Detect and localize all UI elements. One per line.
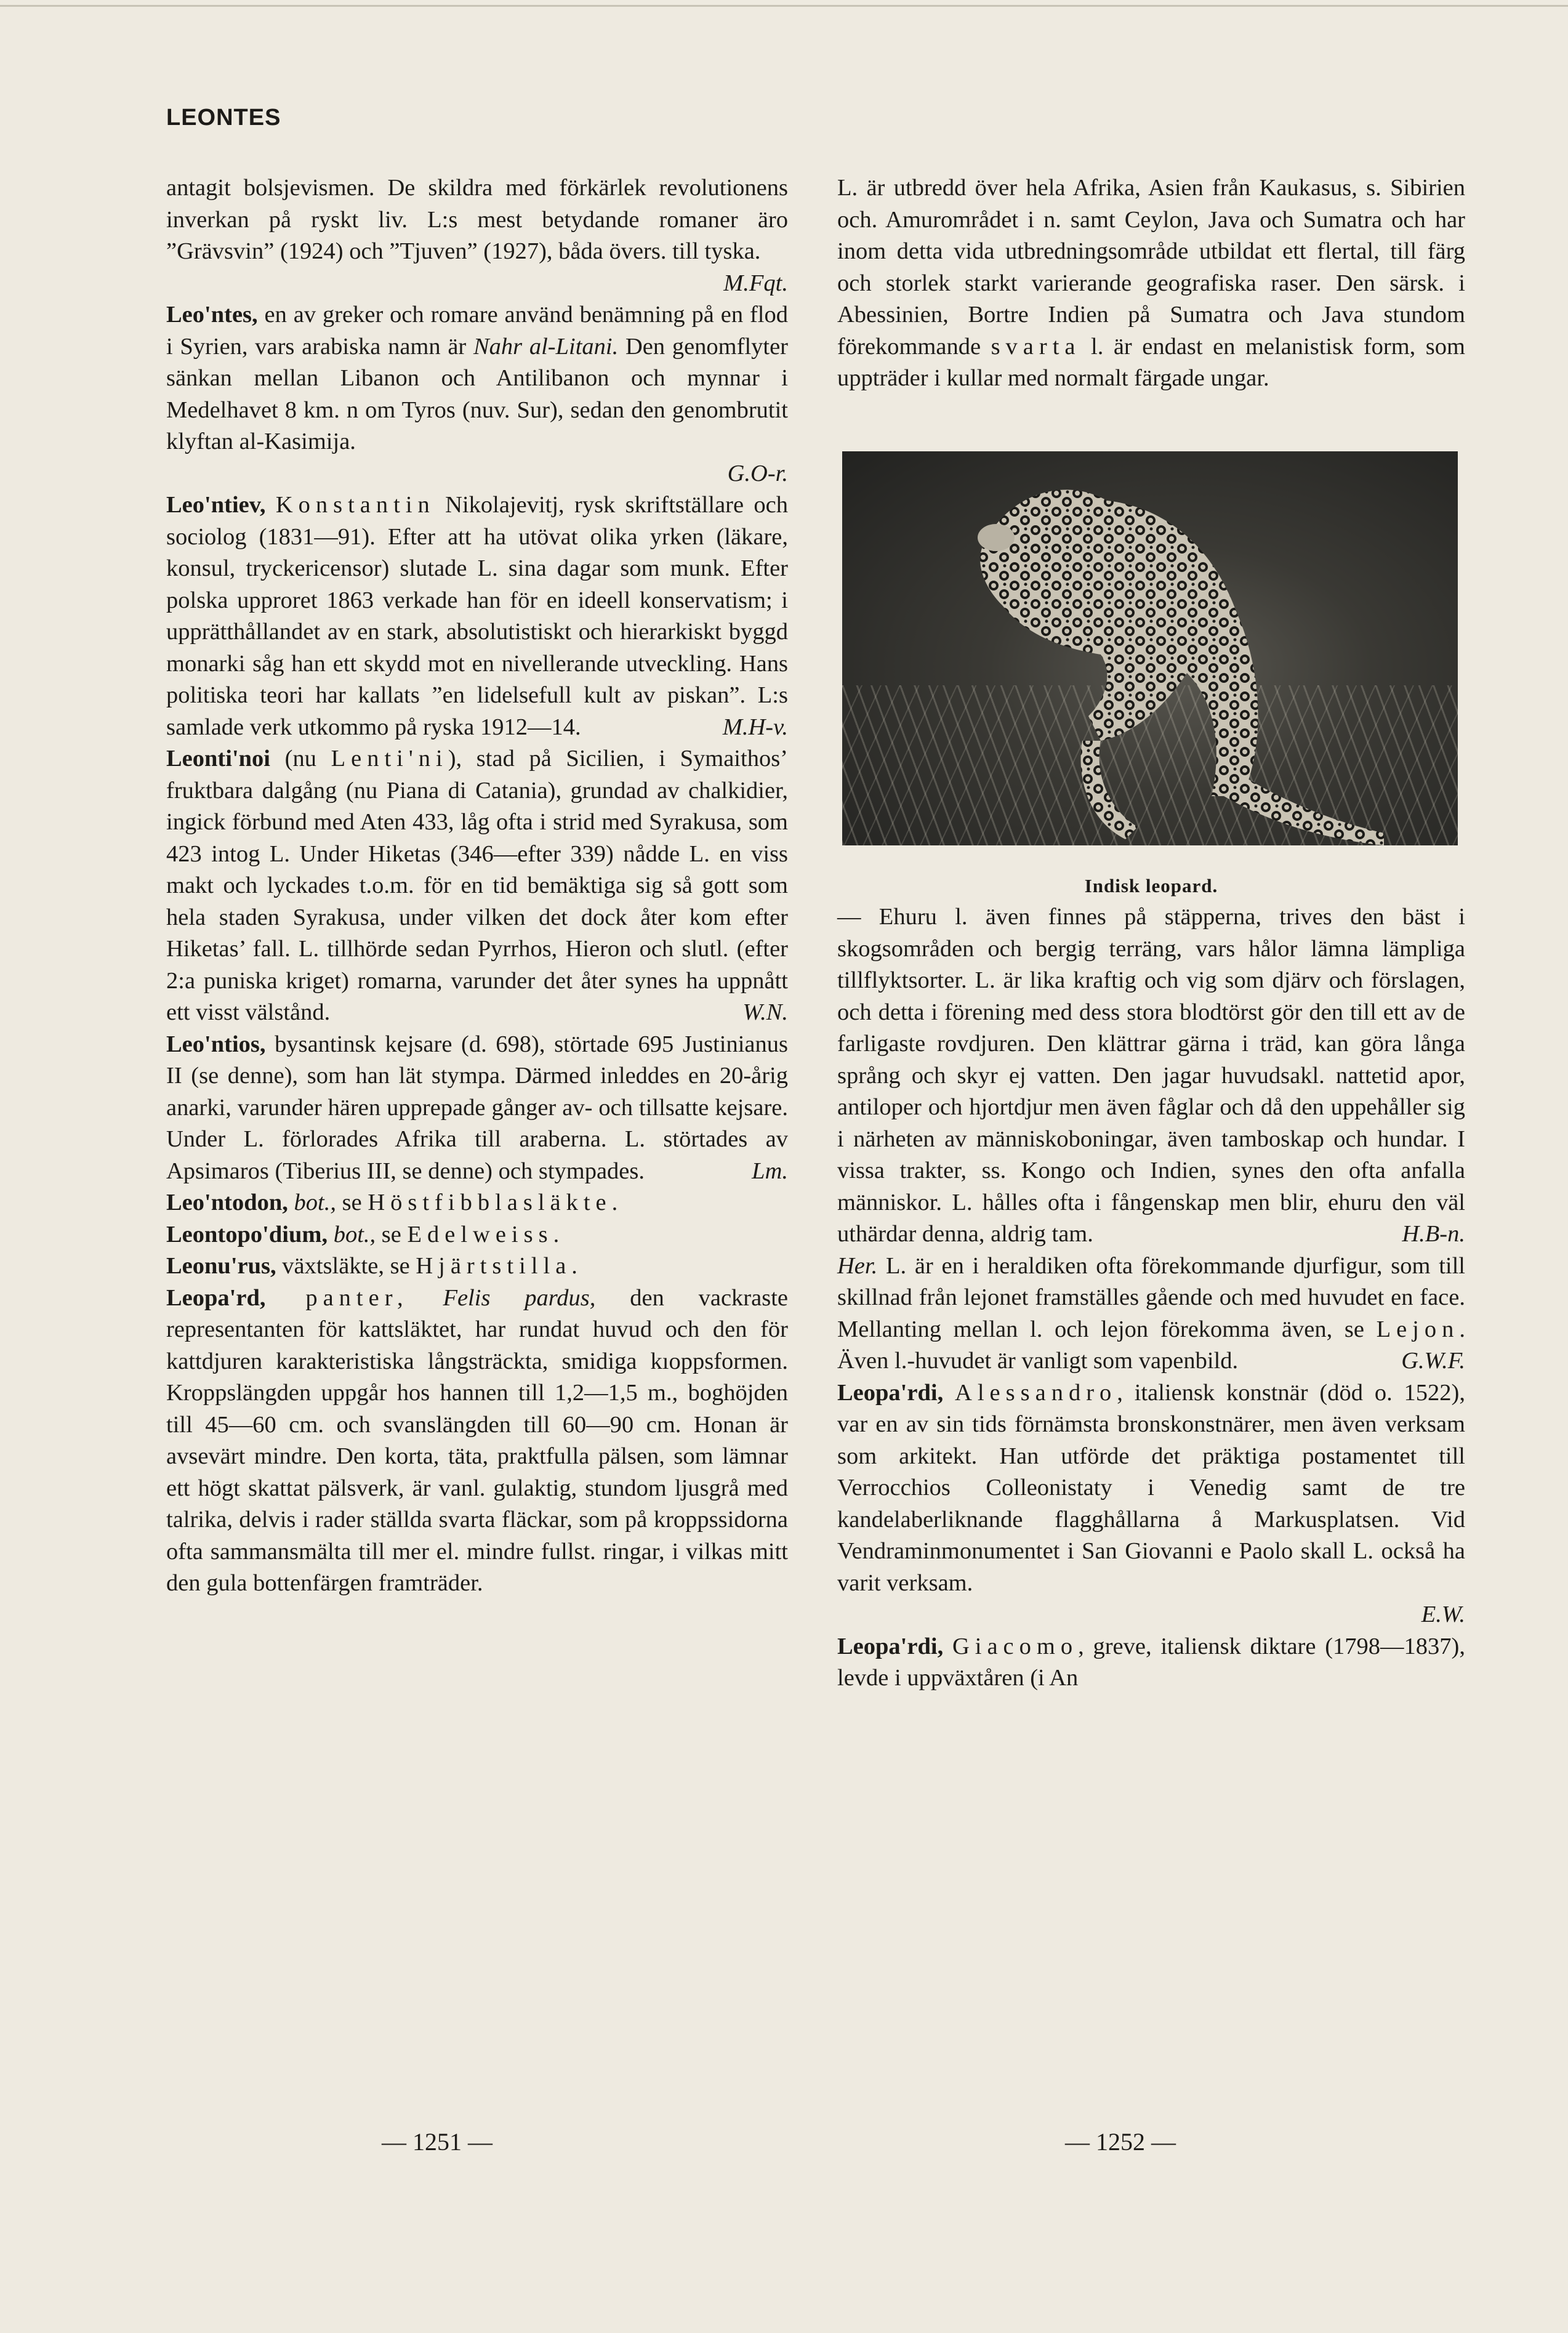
spaced-word: svarta [991, 333, 1081, 360]
spaced-name: Lenti'ni [331, 746, 448, 772]
entry-text: . [571, 1253, 577, 1279]
running-head: LEONTES [166, 105, 281, 131]
entry-leontios [166, 1029, 788, 1188]
entry-text: Den genomflyter sänkan mellan Libanon och Antilibanon och mynnar i Medelhavet 8 km. n om Tyros (nuv. Sur), sedan den genombrutit klyftan al-Kasimija. [166, 333, 788, 454]
headword: Leontopo'dium, [166, 1221, 328, 1247]
entry-continuation [837, 901, 1465, 1251]
cross-reference: Edelweiss [407, 1221, 553, 1247]
entry-text: — Ehuru l. även finnes på stäpperna, trives den bäst i skogsområden och bergig terräng, vars hålor lämna lämpliga tillflyktsorter. L. är lika kraftig och vig som djärv och förslagen, och detta i förening med dess stora blodtörst gör den till ett av de farligaste rovdjuren. Den klättrar gärna i träd, kan göra långa språng och skyr ej vatten. Den jagar huvudsakl. nattetid apor, antiloper och hjortdjur men även fåglar och då den uppehåller sig i närheten av människoboningar, även tamboskap och hundar. I vissa trakter, ss. Kongo och Indien, synes den ofta anfalla människor. L. hålles ofta i fångenskap men blir, ehuru den väl uthärdar denna, aldrig tam. [837, 904, 1465, 1247]
entry-text: ), stad på Sicilien, i Symaithos’ fruktbara dalgång (nu Piana di Catania), grundad av chalkidier, ingick förbund med Aten 433, låg ofta i strid med Syrakusa, som 423 intog L. Under Hiketas (346—efter 339) nådde L. en viss makt och lyckades t.o.m. för en tid bemäktiga sig så gott som hela staden Syrakusa, under vilken det dock åter kom efter Hiketas’ fall. L. tillhörde sedan Pyrrhos, Hieron och slutl. (efter 2:a puniska kriget) romarna, varunder det åter synes ha uppnått ett visst välstånd. [166, 746, 788, 1025]
entry-text: l. är endast en melanistisk form, som uppträder i kullar med normalt färgade ungar. [837, 333, 1465, 391]
entry-text: , greve, italiensk diktare (1798—1837), levde i uppväxtåren (i An [837, 1633, 1465, 1691]
figure-caption: Indisk leopard. [1084, 874, 1218, 897]
headword: Leo'ntiev, [166, 492, 266, 518]
headword: Leo'ntios, [166, 1031, 266, 1057]
entry-text: Nikolajevitj, rysk skriftställare och sociolog (1831—91). Efter att ha utövat olika yrken (läkare, konsul, tryckericensor) slutade L. sina dagar som munk. Efter polska upproret 1863 verkade han för en ideell konservatism; i upprätthållandet av en stark, absolutistiskt och hierarkiskt byggd monarki såg han ett skydd mot en nivellerande utveckling. Hans politiska teori har kallats ”en lidelsefull kult av piskan”. L:s samlade verk utkommo på ryska 1912—14. [166, 492, 788, 740]
entry-heraldry [837, 1251, 1465, 1377]
headword: Leonu'rus, [166, 1253, 276, 1279]
entry-leontinoi [166, 743, 788, 1029]
author-signature: W.N. [742, 999, 788, 1025]
entry-text: , italiensk konstnär (död o. 1522), var en av sin tids förnämsta bronskonstnärer, men även verksam som arkitekt. Han utförde det präktiga postamentet till Verrocchios Colleonistaty i Venedig samt de tre kandelaberliknande flagghållarna å Markusplatsen. Vid Vendraminmonumentet i San Giovanni e Paolo skall L. också ha varit verksam. [837, 1379, 1465, 1596]
entry-text: . Även l.-huvudet är vanligt som vapenbild. [837, 1316, 1465, 1374]
leopard-leg [1081, 741, 1138, 839]
spaced-name: Konstantin [275, 492, 435, 518]
section-label: Her. [837, 1252, 878, 1279]
spaced-name: Alessandro [955, 1379, 1117, 1406]
headword: Leopa'rdi, [837, 1633, 944, 1659]
entry-text: se [336, 1190, 368, 1215]
author-signature: E.W. [1421, 1602, 1465, 1627]
entry-leontiev [166, 490, 788, 743]
leopard-tail [1224, 772, 1384, 845]
entry-text: . [611, 1190, 618, 1215]
italic-text: bot., [287, 1190, 336, 1215]
author-signature: G.W.F. [1401, 1348, 1465, 1374]
entry-continuation [166, 172, 788, 299]
leopard-illustration [842, 451, 1458, 845]
entry-leopardi-giacomo [837, 1631, 1465, 1694]
headword: Leopa'rdi, [837, 1379, 944, 1406]
top-rule [0, 5, 1568, 7]
entry-leonurus [166, 1251, 788, 1283]
entry-text: L. är utbredd över hela Afrika, Asien från Kaukasus, s. Sibirien och. Amurområdet i n. samt Ceylon, Java och Sumatra och har inom detta vida utbredningsområde utbildat ett flertal, till färg och storlek starkt varierande geografiska raser. Den särsk. i Abessinien, Bortre Indien på Sumatra och Java stundom förekommande [837, 175, 1465, 360]
entry-text: L. är en i heraldiken ofta förekommande djurfigur, som till skillnad från lejonet framställes gående och med huvudet en face. Mellanting mellan l. och lejon förekomma även, se [837, 1252, 1465, 1342]
entry-text: . [553, 1221, 560, 1247]
figure [837, 451, 1465, 902]
entry-text: antagit bolsjevismen. De skildra med förkärlek revolutionens inverkan på ryskt liv. L:s mest betydande romaner äro ”Grävsvin” (1924) och ”Tjuven” (1927), båda övers. till tyska. [166, 175, 788, 264]
entry-text: den vackraste representanten för kattsläktet, har rundat huvud och den för kattdjuren karakteristiska långsträckta, smidiga kıoppsformen. Kroppslängden uppgår hos hannen till 1,2—1,5 m., boghöjden till 45—60 cm. och svanslängden till 60—90 cm. Honan är avsevärt mindre. Den korta, täta, praktfulla pälsen, som lämnar ett högt skattat pälsverk, är vanl. gulaktig, stundom ljusgrå med talrika, delvis i rader ställda svarta fläckar, som på kroppssidorna ofta sammansmälta till mer el. mindre fullst. ringar, i vilkas mitt den gula bottenfärgen framträder. [166, 1284, 788, 1596]
cross-reference: Lejon [1376, 1316, 1460, 1342]
leopard-head [978, 524, 1015, 551]
headword: Leo'ntodon, [166, 1190, 288, 1215]
spaced-name: panter, [265, 1284, 409, 1311]
leopard-photo [842, 451, 1458, 845]
entry-text: växtsläkte, se [276, 1253, 416, 1279]
author-signature: M.H-v. [722, 714, 788, 740]
entry-text: se [376, 1221, 408, 1247]
entry-text: bysantinsk kejsare (d. 698), störtade 695 Justinianus II (se denne), som han lät stympa. Därmed inleddes en 20-årig anarki, varunder hären upprepade gånger av- och tillsatte kejsare. Under L. förlorades Afrika till araberna. L. störtades av Apsimaros (Tiberius III, se denne) och stympades. [166, 1031, 788, 1184]
cross-reference: Hjärtstilla [416, 1253, 572, 1279]
author-signature: G.O-r. [727, 460, 788, 486]
author-signature: H.B-n. [1402, 1221, 1465, 1247]
page-number-right: — 1252 — [1065, 2128, 1176, 2156]
headword: Leo'ntes, [166, 302, 258, 328]
entry-leontopodium [166, 1219, 788, 1251]
headword: Leopa'rd, [166, 1284, 266, 1311]
headword: Leonti'noi [166, 746, 271, 772]
italic-text: Felis pardus, [408, 1284, 596, 1311]
spaced-name: Giacomo [952, 1633, 1079, 1659]
entry-leopardi-alessandro [837, 1377, 1465, 1631]
entry-leopard [166, 1283, 788, 1600]
entry-leontes [166, 299, 788, 490]
left-column [166, 172, 788, 1600]
leopard-body [980, 490, 1258, 796]
author-signature: Lm. [752, 1158, 788, 1184]
right-column [837, 172, 1465, 1694]
italic-text: bot., [328, 1221, 376, 1247]
entry-continuation [837, 172, 1465, 395]
cross-reference: Höstfibblasläkte [368, 1190, 612, 1215]
page-number-left: — 1251 — [382, 2128, 493, 2156]
entry-text: (nu [270, 746, 331, 772]
entry-leontodon [166, 1187, 788, 1219]
entry-text: en av greker och romare använd benämning på en flod i Syrien, vars arabiska namn är [166, 302, 788, 360]
author-signature: M.Fqt. [723, 270, 788, 296]
italic-text: Nahr al-Litani. [473, 333, 619, 360]
